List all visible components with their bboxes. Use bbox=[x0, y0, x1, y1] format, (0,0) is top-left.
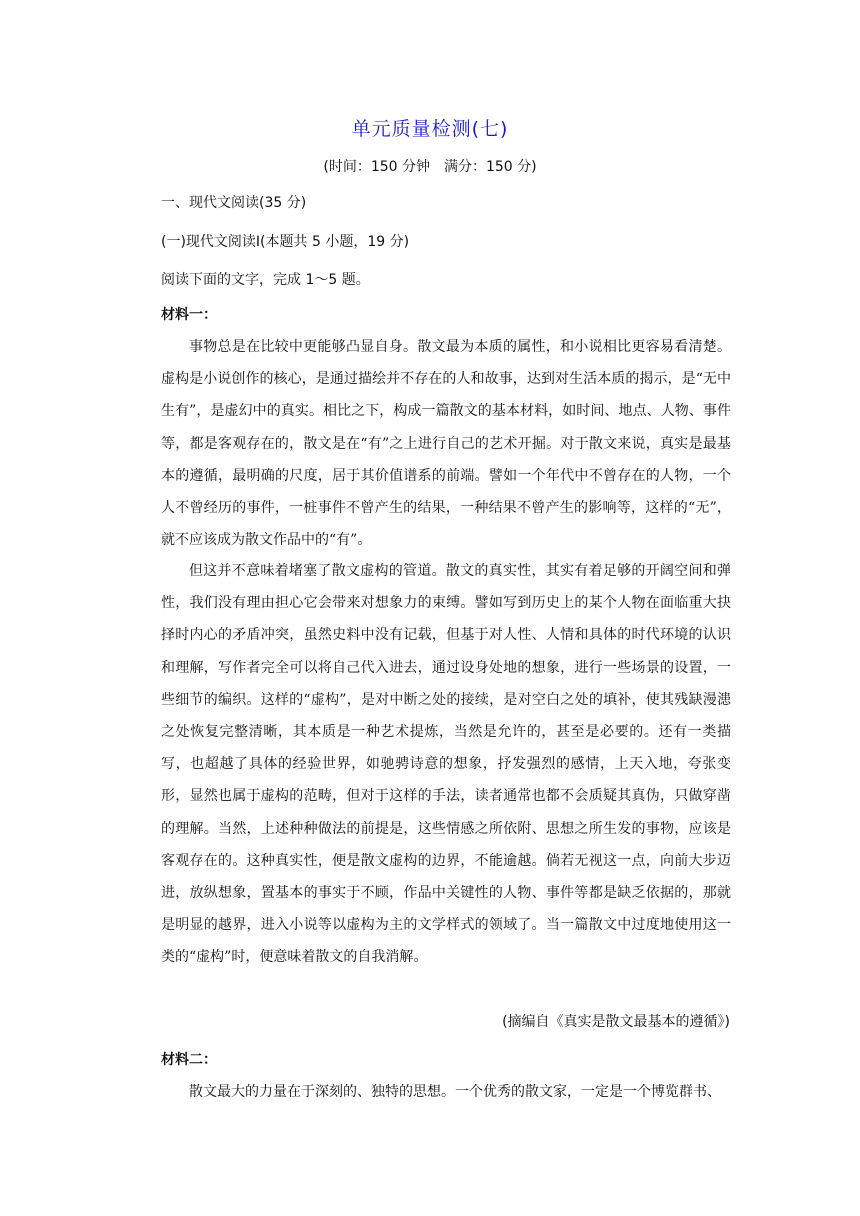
page-title: 单元质量检测(七) bbox=[351, 118, 509, 140]
material1-paragraph-2: 但这并不意味着堵塞了散文虚构的管道。散文的真实性，其实有着足够的开阔空间和弹性，我们没有理由担心它会带来对想象力的束缚。譬如写到历史上的某个人物在面临重大抉择时内心的矛盾冲突，虽然史料中没有记载，但基于对人性、人情和具体的时代环境的认识和理解，写作者完全可以将自己代入进去，通过设身处地的想象，进行一些场景的设置，一些细节的编织。这样的“虚构”，是对中断之处的接续，是对空白之处的填补，使其残缺漫漶之处恢复完整清晰，其本质是一种艺术提炼，当然是允许的，甚至是必要的。还有一类描写，也超越了具体的经验世界，如驰骋诗意的想象，抒发强烈的感情，上天入地，夸张变形，显然也属于虚构的范畴，但对于这样的手法，读者通常也都不会质疑其真伪，只做穿凿的理解。当然，上述种种做法的前提是，这些情感之所依附、思想之所生发的事物，应该是客观存在的。这种真实性，便是散文虚构的边界，不能逾越。倘若无视这一点，向前大步迈进，放纵想象，置基本的事实于不顾，作品中关键性的人物、事件等都是缺乏依据的，那就是明显的越界，进入小说等以虚构为主的文学样式的领域了。当一篇散文中过度地使用这一类的“虚构”时，便意味着散文的自我消解。 bbox=[161, 563, 731, 966]
exam-info: (时间：150 分钟 满分：150 分) bbox=[323, 159, 537, 175]
section-heading: 一、现代文阅读(35 分) bbox=[161, 195, 307, 211]
material2-paragraph-1: 散文最大的力量在于深刻的、独特的思想。一个优秀的散文家，一定是一个博览群书、 bbox=[189, 1084, 721, 1100]
material1-source: (摘编自《真实是散文最基本的遵循》) bbox=[502, 1014, 730, 1030]
material1-label: 材料一： bbox=[161, 307, 217, 323]
material2-label: 材料二： bbox=[161, 1052, 217, 1068]
instruction-text: 阅读下面的文字，完成 1～5 题。 bbox=[161, 272, 370, 288]
part-heading: (一)现代文阅读Ⅰ(本题共 5 小题，19 分) bbox=[161, 234, 410, 250]
material1-paragraph-1: 事物总是在比较中更能够凸显自身。散文最为本质的属性，和小说相比更容易看清楚。虚构是小说创作的核心，是通过描绘并不存在的人和故事，达到对生活本质的揭示，是“无中生有”，是虚幻中的真实。相比之下，构成一篇散文的基本材料，如时间、地点、人物、事件等，都是客观存在的，散文是在“有”之上进行自己的艺术开掘。对于散文来说，真实是最基本的遵循，最明确的尺度，居于其价值谱系的前端。譬如一个年代中不曾存在的人物，一个人不曾经历的事件，一桩事件不曾产生的结果，一种结果不曾产生的影响等，这样的“无”，就不应该成为散文作品中的“有”。 bbox=[161, 339, 731, 549]
